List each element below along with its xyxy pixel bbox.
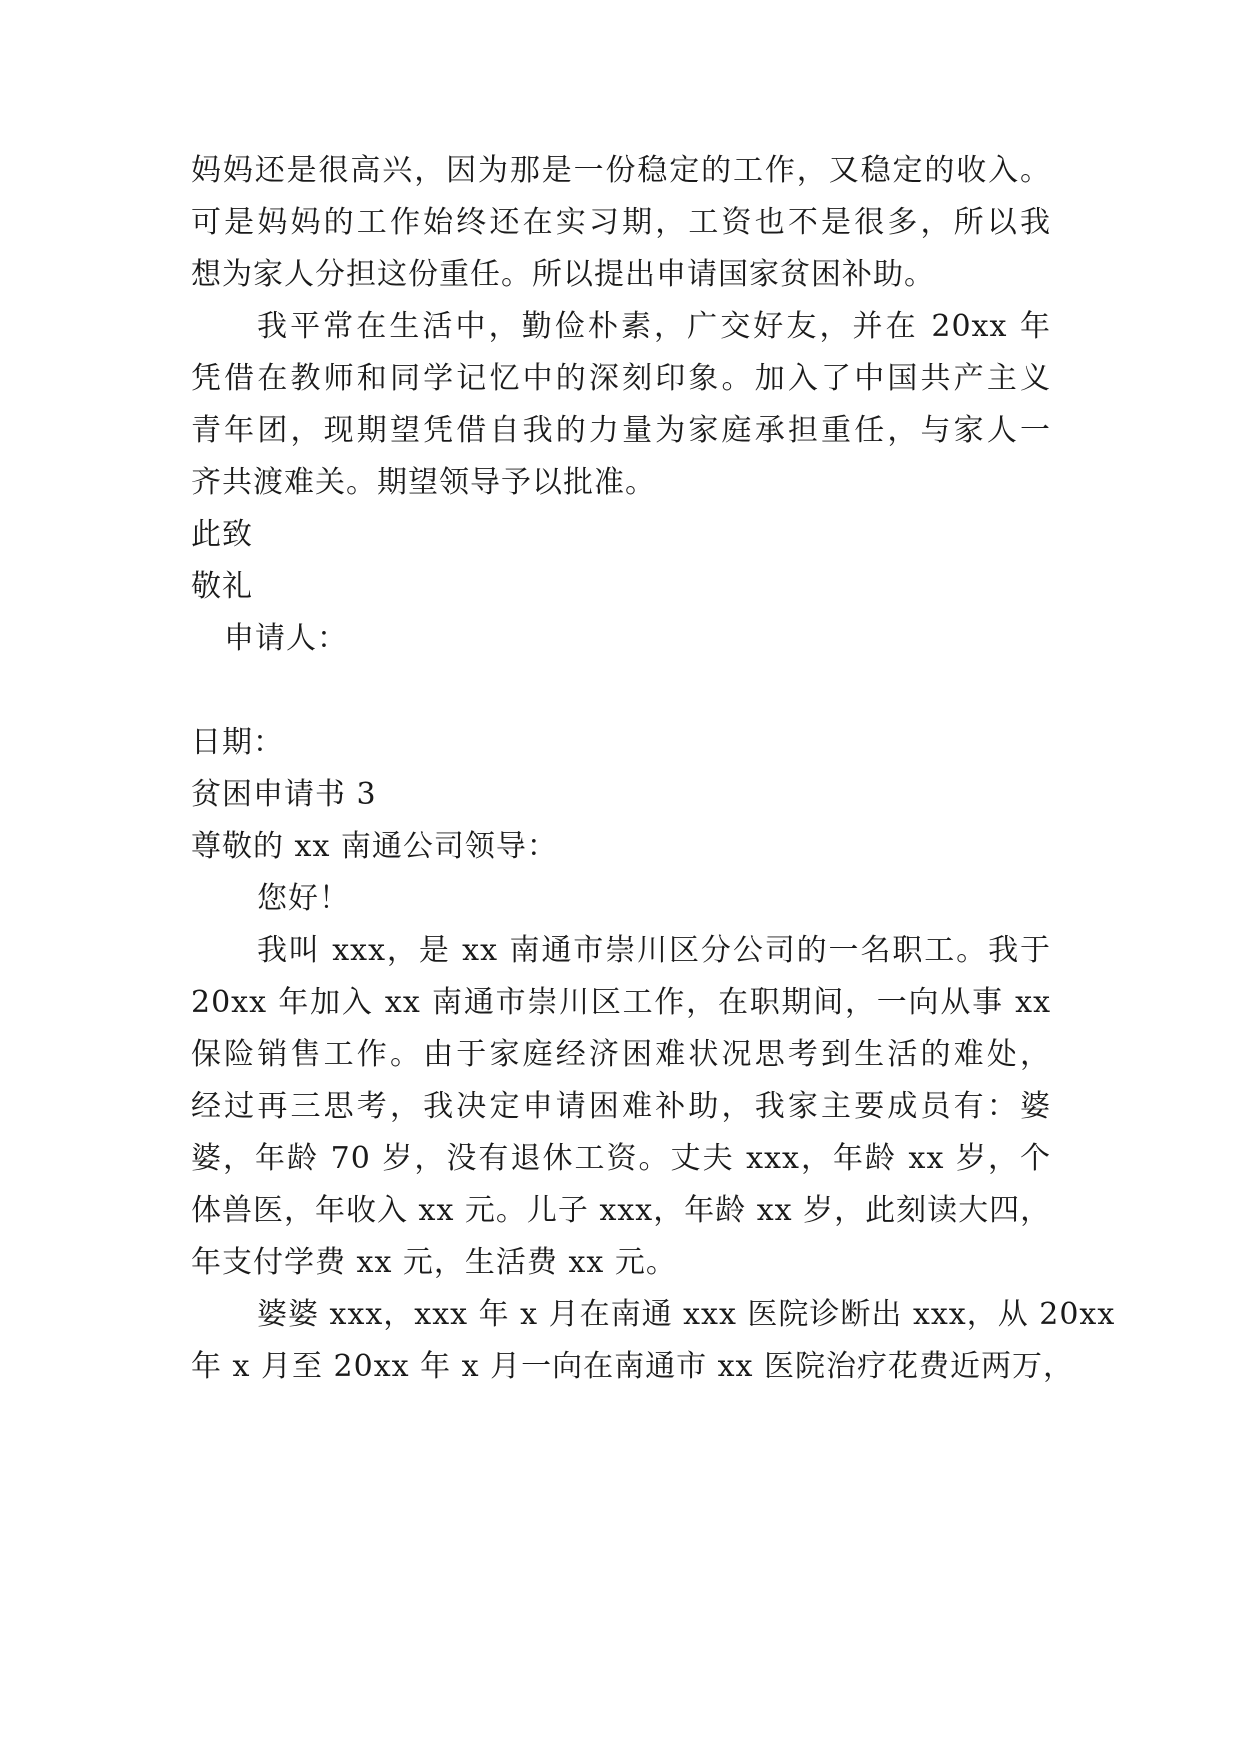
text-line: 保险销售工作。由于家庭经济困难状况思考到生活的难处，	[191, 1037, 1051, 1072]
paragraph-start-line: 我平常在生活中，勤俭朴素，广交好友，并在 20xx 年	[257, 309, 1051, 344]
text-line: 经过再三思考，我决定申请困难补助，我家主要成员有：婆	[191, 1089, 1051, 1124]
salutation-line: 敬礼	[191, 569, 253, 604]
text-line: 20xx 年加入 xx 南通市崇川区工作，在职期间，一向从事 xx	[191, 985, 1051, 1020]
letter-addressee: 尊敬的 xx 南通公司领导：	[191, 829, 558, 864]
text-line: 婆，年龄 70 岁，没有退休工资。丈夫 xxx，年龄 xx 岁，个	[191, 1141, 1051, 1176]
text-line: 凭借在教师和同学记忆中的深刻印象。加入了中国共产主义	[191, 361, 1051, 396]
text-line: 青年团，现期望凭借自我的力量为家庭承担重任，与家人一	[191, 413, 1051, 448]
date-label: 日期：	[191, 725, 284, 760]
text-line: 年支付学费 xx 元，生活费 xx 元。	[191, 1245, 677, 1280]
text-line: 可是妈妈的工作始终还在实习期，工资也不是很多，所以我	[191, 205, 1051, 240]
closing-line: 此致	[191, 517, 253, 552]
text-line: 妈妈还是很高兴，因为那是一份稳定的工作，又稳定的收入。	[191, 153, 1051, 188]
text-line: 年 x 月至 20xx 年 x 月一向在南通市 xx 医院治疗花费近两万，	[191, 1349, 1074, 1384]
paragraph-start-line: 我叫 xxx，是 xx 南通市崇川区分公司的一名职工。我于	[257, 933, 1051, 968]
section-title: 贫困申请书 3	[191, 777, 377, 812]
applicant-label: 申请人：	[224, 621, 348, 656]
paragraph-start-line: 婆婆 xxx，xxx 年 x 月在南通 xxx 医院诊断出 xxx，从 20xx	[257, 1297, 1116, 1332]
text-line: 齐共渡难关。期望领导予以批准。	[191, 465, 656, 500]
text-line: 想为家人分担这份重任。所以提出申请国家贫困补助。	[191, 257, 935, 292]
greeting-line: 您好！	[257, 881, 350, 916]
text-line: 体兽医，年收入 xx 元。儿子 xxx，年龄 xx 岁，此刻读大四，	[191, 1193, 1052, 1228]
